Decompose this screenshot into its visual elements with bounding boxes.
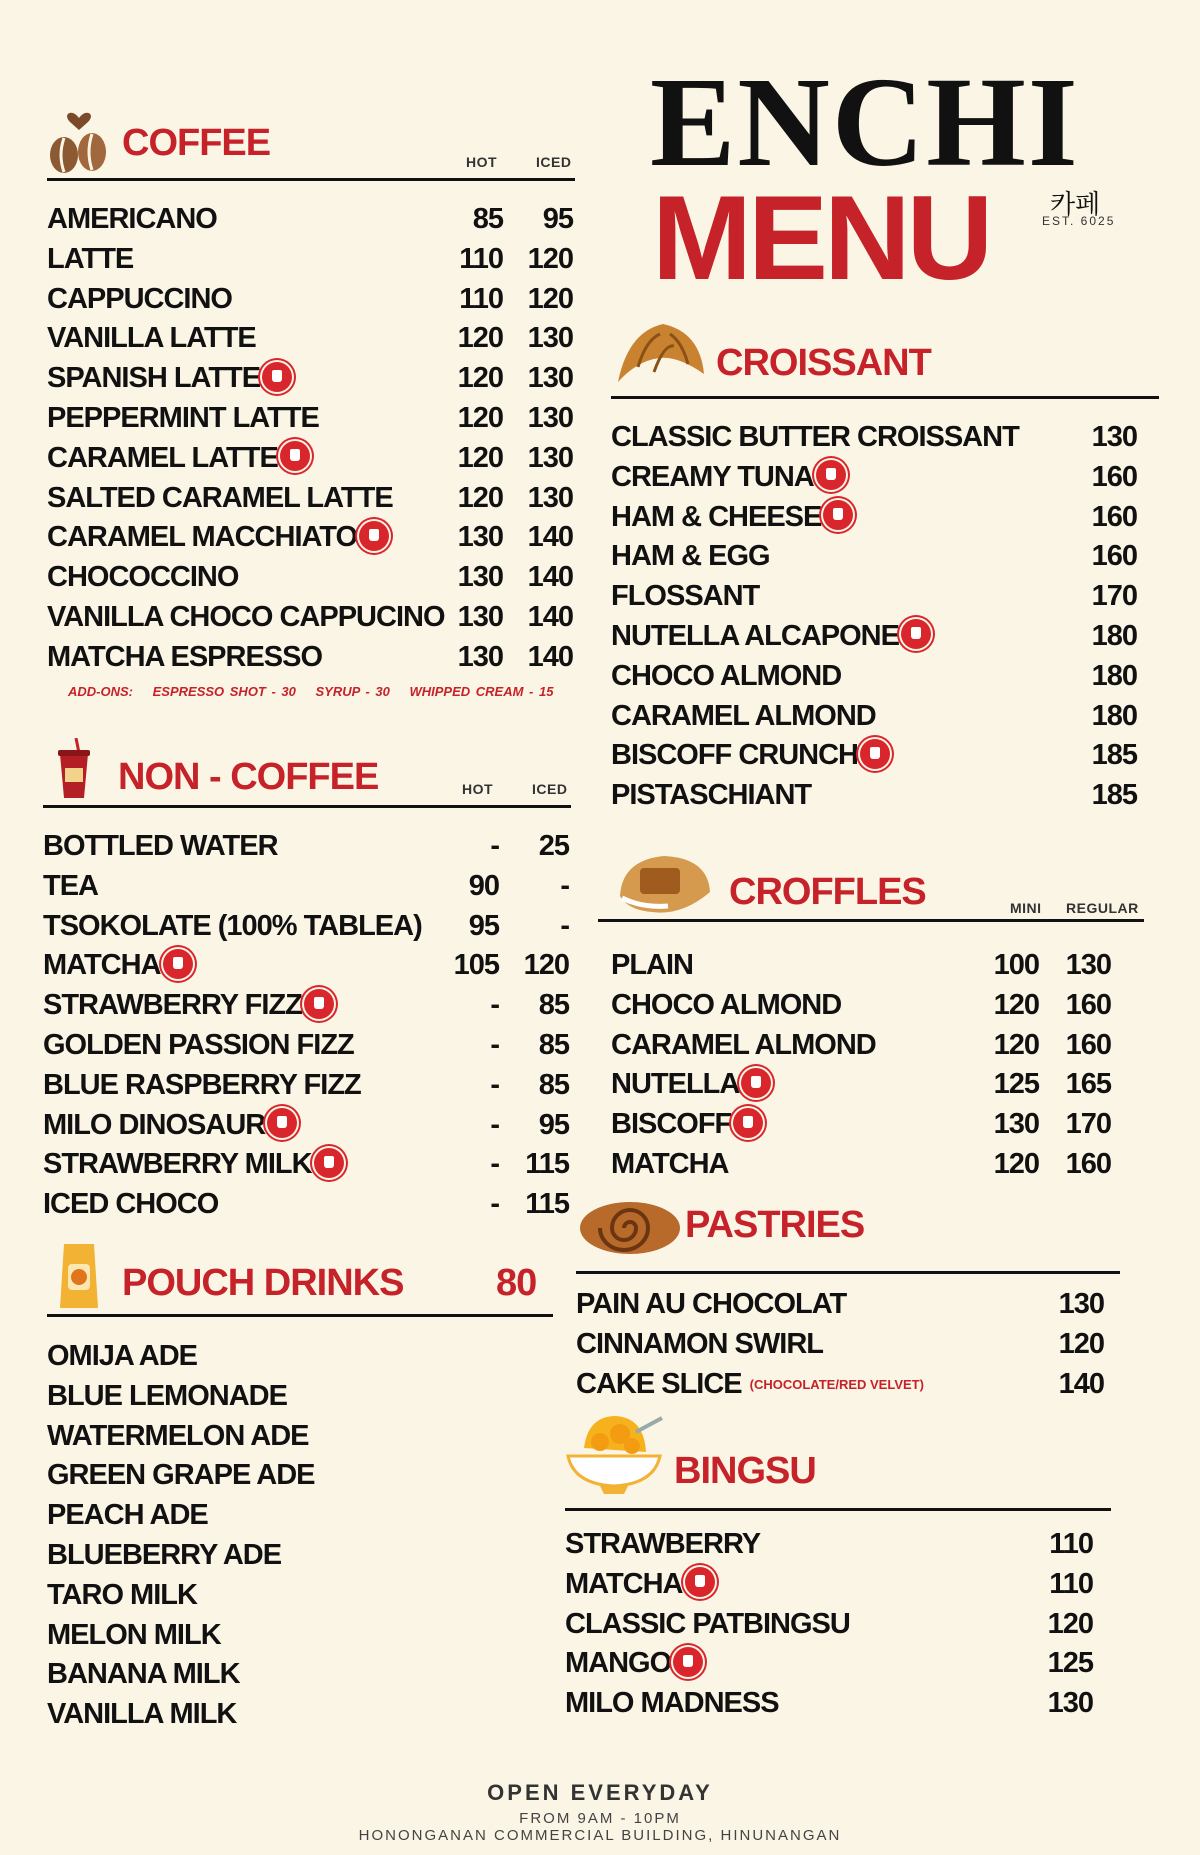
- coffee-item-name-text: AMERICANO: [47, 203, 217, 235]
- croffles-item-name-text: BISCOFF: [611, 1108, 732, 1141]
- noncoffee-hot-header: HOT: [462, 781, 494, 797]
- noncoffee-item: [43, 1184, 571, 1224]
- croissant-item-name: [611, 536, 770, 576]
- bingsu-item-name-text: MATCHA: [565, 1567, 683, 1600]
- coffee-item: [47, 557, 575, 597]
- croissant-item-price: 180: [1091, 699, 1137, 732]
- croffles-item-name-text: CHOCO ALMOND: [611, 988, 842, 1021]
- pouch-price: 80: [496, 1262, 537, 1304]
- croissant-item-name-text: CHOCO ALMOND: [611, 659, 842, 692]
- croissant-item-price: 130: [1091, 421, 1137, 453]
- coffee-hot-header: HOT: [466, 154, 498, 170]
- footer-address: HONONGANAN COMMERCIAL BUILDING, HINUNANGAN: [358, 1827, 842, 1844]
- noncoffee-item-name: [43, 1025, 354, 1065]
- pouch-item-name: [47, 1495, 208, 1535]
- coffee-item-hot: 120: [457, 481, 503, 514]
- coffee-item-name: [47, 637, 322, 677]
- croffles-item: [611, 1025, 1111, 1065]
- pastries-item-name-text: CINNAMON SWIRL: [576, 1327, 823, 1360]
- noncoffee-item-name: [43, 866, 98, 906]
- noncoffee-item-hot: -: [490, 1068, 499, 1101]
- recommended-badge-icon: [816, 460, 846, 490]
- noncoffee-item: [43, 906, 571, 946]
- croissant-title: CROISSANT: [716, 342, 931, 384]
- croffles-item-name-text: CARAMEL ALMOND: [611, 1028, 876, 1061]
- recommended-badge-icon: [901, 619, 931, 649]
- coffee-item: [47, 239, 575, 279]
- pastries-rule: [576, 1271, 1120, 1274]
- croffles-item-name: [611, 1064, 771, 1104]
- noncoffee-item-name: [43, 1144, 344, 1184]
- croffles-item: [611, 1104, 1111, 1144]
- coffee-item-iced: 140: [527, 640, 573, 673]
- coffee-item-name-text: CARAMEL LATTE: [47, 441, 278, 474]
- coffee-item: [47, 318, 575, 358]
- coffee-item-iced: 120: [527, 242, 573, 275]
- croissant-item-price: 185: [1091, 779, 1137, 812]
- coffee-item-name-text: PEPPERMINT LATTE: [47, 402, 319, 434]
- noncoffee-item-name: [43, 1184, 218, 1224]
- coffee-item-iced: 120: [527, 282, 573, 315]
- croffles-item-regular: 170: [1065, 1108, 1111, 1141]
- pouch-item-name: [47, 1654, 240, 1694]
- bingsu-item-price: 130: [1047, 1687, 1093, 1720]
- pouch-item-name: [47, 1376, 287, 1416]
- pouch-item-name-text: BLUE LEMONADE: [47, 1379, 287, 1412]
- pouch-item: [47, 1694, 547, 1734]
- coffee-item-name-text: CARAMEL MACCHIATO: [47, 521, 358, 554]
- croffles-item-regular: 130: [1065, 949, 1111, 981]
- croffles-item-name: [611, 1144, 729, 1184]
- croffles-item-mini: 120: [993, 1148, 1039, 1180]
- croffles-item-name: [611, 985, 841, 1025]
- recommended-badge-icon: [860, 739, 890, 769]
- coffee-item: [47, 358, 575, 398]
- coffee-item-iced: 140: [527, 521, 573, 554]
- croissant-item-name: [611, 417, 1019, 457]
- noncoffee-item-iced: 115: [525, 1148, 569, 1181]
- croissant-item-name: [611, 616, 931, 656]
- recommended-badge-icon: [733, 1108, 763, 1138]
- noncoffee-item-name-text: TEA: [43, 869, 98, 902]
- addon-espresso: ESPRESSO SHOT - 30: [152, 684, 296, 699]
- croissant-item: [611, 457, 1139, 497]
- coffee-item-name: [47, 597, 445, 637]
- pastries-item-name-text: CAKE SLICE: [576, 1367, 742, 1400]
- pastries-item-note: (CHOCOLATE/RED VELVET): [749, 1376, 924, 1392]
- coffee-item-name-text: MATCHA ESPRESSO: [47, 640, 323, 673]
- pouch-item: [47, 1416, 547, 1456]
- croffle-icon: [612, 846, 716, 918]
- coffee-item-iced: 140: [527, 561, 573, 594]
- pouch-item-name: [47, 1455, 315, 1495]
- croffles-item-regular: 165: [1065, 1068, 1111, 1101]
- croissant-item-name-text: HAM & CHEESE: [611, 500, 822, 533]
- coffee-item-name: [47, 478, 393, 518]
- pastries-item-price: 140: [1058, 1367, 1104, 1400]
- pouch-item-name-text: MELON MILK: [47, 1618, 221, 1651]
- noncoffee-item: [43, 945, 571, 985]
- cinnamon-roll-icon: [575, 1190, 685, 1260]
- noncoffee-item-iced: 115: [525, 1188, 569, 1221]
- croffles-item: [611, 1064, 1111, 1104]
- noncoffee-item-iced: 95: [538, 1108, 569, 1141]
- pouch-item: [47, 1535, 547, 1575]
- croffles-item-regular: 160: [1065, 1148, 1111, 1180]
- recommended-badge-icon: [359, 521, 389, 551]
- croissant-item: [611, 696, 1139, 736]
- pouch-item: [47, 1575, 547, 1615]
- croissant-item-name: [611, 656, 841, 696]
- coffee-item-hot: 120: [457, 322, 503, 355]
- coffee-item-iced: 130: [527, 481, 573, 514]
- noncoffee-item: [43, 1025, 571, 1065]
- bingsu-item-name-text: STRAWBERRY: [565, 1528, 761, 1560]
- bingsu-item-price: 110: [1049, 1567, 1093, 1600]
- croffles-item-name: [611, 1025, 876, 1065]
- croissant-item-name: [611, 775, 811, 815]
- coffee-item-name: [47, 557, 238, 597]
- croffles-item-name-text: NUTELLA: [611, 1068, 740, 1101]
- coffee-item: [47, 398, 575, 438]
- croffles-rule: [598, 919, 1144, 922]
- croissant-item-name-text: CARAMEL ALMOND: [611, 699, 876, 732]
- recommended-badge-icon: [267, 1108, 297, 1138]
- recommended-badge-icon: [314, 1148, 344, 1178]
- coffee-item: [47, 478, 575, 518]
- noncoffee-item-hot: -: [490, 1188, 499, 1221]
- coffee-item-hot: 130: [457, 521, 503, 554]
- noncoffee-item: [43, 1065, 571, 1105]
- pouch-item: [47, 1615, 547, 1655]
- addon-whipped-cream: WHIPPED CREAM - 15: [409, 684, 554, 699]
- croissant-rule: [611, 396, 1159, 399]
- croissant-item-price: 170: [1091, 580, 1137, 613]
- bingsu-item: [565, 1683, 1093, 1723]
- croffles-item-name-text: MATCHA: [611, 1148, 729, 1180]
- coffee-item-hot: 110: [459, 242, 503, 275]
- noncoffee-item-name-text: BLUE RASPBERRY FIZZ: [43, 1068, 361, 1101]
- croffles-item: [611, 1144, 1111, 1184]
- bingsu-item: [565, 1604, 1093, 1644]
- bingsu-item-name: [565, 1604, 850, 1644]
- coffee-item-iced: 140: [527, 601, 573, 633]
- noncoffee-item-hot: -: [490, 989, 499, 1022]
- croissant-item-name: [611, 696, 876, 736]
- coffee-item-name: [47, 438, 310, 478]
- noncoffee-item-hot: -: [490, 1108, 499, 1141]
- croissant-item-price: 160: [1091, 540, 1137, 573]
- bingsu-item-name: [565, 1524, 760, 1564]
- pouch-item-name-text: GREEN GRAPE ADE: [47, 1459, 315, 1492]
- croissant-item-name-text: FLOSSANT: [611, 580, 760, 613]
- bingsu-item: [565, 1564, 1093, 1604]
- croffles-item: [611, 945, 1111, 985]
- croissant-item-name-text: BISCOFF CRUNCH: [611, 739, 858, 772]
- coffee-rule: [47, 178, 575, 181]
- bingsu-title: BINGSU: [674, 1450, 816, 1492]
- coffee-item-name: [47, 239, 133, 279]
- pastries-item-name: [576, 1364, 924, 1405]
- pouch-item-name-text: BLUEBERRY ADE: [47, 1539, 282, 1571]
- pouch-item-name: [47, 1575, 197, 1615]
- recommended-badge-icon: [163, 949, 193, 979]
- croissant-item: [611, 616, 1139, 656]
- coffee-item-hot: 110: [459, 282, 503, 315]
- coffee-item-hot: 120: [457, 402, 503, 434]
- noncoffee-item: [43, 985, 571, 1025]
- recommended-badge-icon: [673, 1647, 703, 1677]
- coffee-item-hot: 130: [457, 640, 503, 673]
- bingsu-item: [565, 1524, 1093, 1564]
- croffles-item: [611, 985, 1111, 1025]
- croffles-item-mini: 120: [993, 1028, 1039, 1061]
- croffles-item-mini: 120: [993, 988, 1039, 1021]
- addons-label: ADD-ONS:: [68, 684, 133, 699]
- noncoffee-item-iced: -: [560, 869, 569, 902]
- croissant-item-price: 185: [1091, 739, 1137, 772]
- footer: [0, 1780, 1200, 1844]
- pouch-item-name: [47, 1694, 236, 1734]
- coffee-item: [47, 517, 575, 557]
- pouch-item-name: [47, 1336, 197, 1376]
- noncoffee-rule: [43, 805, 571, 808]
- croissant-icon: [608, 312, 708, 392]
- pouch-title: POUCH DRINKS: [122, 1262, 404, 1304]
- recommended-badge-icon: [685, 1567, 715, 1597]
- noncoffee-item-name-text: MATCHA: [43, 949, 161, 982]
- croffles-regular-header: REGULAR: [1066, 900, 1139, 916]
- noncoffee-item-iced: 85: [538, 989, 569, 1022]
- pastries-title: PASTRIES: [685, 1204, 865, 1246]
- noncoffee-title: NON - COFFEE: [118, 756, 379, 798]
- coffee-item-iced: 95: [542, 203, 573, 235]
- noncoffee-item-name-text: TSOKOLATE (100% TABLEA): [43, 909, 422, 942]
- brand-name: ENCHI: [650, 51, 1080, 193]
- pouch-item: [47, 1376, 547, 1416]
- bingsu-item-name: [565, 1643, 703, 1683]
- croffles-item-mini: 125: [993, 1068, 1039, 1101]
- coffee-item: [47, 637, 575, 677]
- noncoffee-item-iced: 25: [538, 830, 569, 862]
- footer-open: OPEN EVERYDAY: [487, 1780, 713, 1805]
- pouch-item-name-text: WATERMELON ADE: [47, 1419, 309, 1452]
- croffles-title: CROFFLES: [729, 871, 926, 913]
- noncoffee-item-name: [43, 1105, 297, 1145]
- noncoffee-item-name-text: ICED CHOCO: [43, 1188, 219, 1221]
- pouch-item-name: [47, 1535, 281, 1575]
- noncoffee-item-iced: 85: [538, 1029, 569, 1061]
- addon-syrup: SYRUP - 30: [315, 684, 390, 699]
- bingsu-item-name-text: CLASSIC PATBINGSU: [565, 1607, 850, 1640]
- pouch-item: [47, 1654, 547, 1694]
- bingsu-item-price: 110: [1049, 1528, 1093, 1560]
- pastries-item-name: [576, 1324, 823, 1364]
- bingsu-item-name-text: MILO MADNESS: [565, 1687, 779, 1720]
- coffee-item: [47, 597, 575, 637]
- pouch-item-name: [47, 1615, 221, 1655]
- bingsu-item-name-text: MANGO: [565, 1647, 672, 1680]
- recommended-badge-icon: [823, 500, 853, 530]
- croissant-item-name: [611, 497, 853, 537]
- bingsu-item-price: 125: [1047, 1647, 1093, 1680]
- croissant-item: [611, 536, 1139, 576]
- croffles-item-regular: 160: [1065, 988, 1111, 1021]
- pastries-item: [576, 1364, 1104, 1404]
- noncoffee-iced-header: ICED: [532, 781, 568, 797]
- pastries-item: [576, 1284, 1104, 1324]
- coffee-item-hot: 130: [457, 601, 503, 633]
- croissant-item-name-text: HAM & EGG: [611, 540, 770, 573]
- croissant-item: [611, 775, 1139, 815]
- noncoffee-item-iced: 120: [523, 949, 569, 982]
- coffee-item-iced: 130: [527, 322, 573, 355]
- noncoffee-item-name-text: STRAWBERRY MILK: [43, 1148, 312, 1181]
- croffles-item-regular: 160: [1065, 1028, 1111, 1061]
- coffee-item-hot: 120: [457, 362, 503, 395]
- bingsu-item-price: 120: [1047, 1607, 1093, 1640]
- noncoffee-item: [43, 866, 571, 906]
- coffee-item: [47, 279, 575, 319]
- pastries-item-name: [576, 1284, 846, 1324]
- recommended-badge-icon: [262, 362, 292, 392]
- noncoffee-item: [43, 1144, 571, 1184]
- coffee-item-name: [47, 279, 232, 319]
- coffee-beans-icon: [44, 100, 114, 175]
- pouch-item-name-text: VANILLA MILK: [47, 1698, 237, 1731]
- menu-heading: MENU: [652, 171, 990, 305]
- noncoffee-item-hot: 95: [468, 909, 499, 942]
- coffee-item-name: [47, 517, 389, 557]
- noncoffee-item-name-text: MILO DINOSAUR: [43, 1108, 266, 1141]
- pouch-item: [47, 1336, 547, 1376]
- croffles-item-name: [611, 945, 693, 985]
- croissant-item: [611, 735, 1139, 775]
- noncoffee-item-name: [43, 945, 193, 985]
- recommended-badge-icon: [304, 989, 334, 1019]
- noncoffee-item: [43, 1105, 571, 1145]
- croissant-item-name-text: CLASSIC BUTTER CROISSANT: [611, 421, 1019, 453]
- bingsu-item-name: [565, 1683, 779, 1723]
- noncoffee-item-hot: -: [490, 1148, 499, 1181]
- coffee-item-name-text: VANILLA CHOCO CAPPUCINO: [47, 601, 445, 633]
- coffee-title: COFFEE: [122, 122, 271, 164]
- croffles-item-name-text: PLAIN: [611, 949, 693, 981]
- coffee-item-name-text: SPANISH LATTE: [47, 362, 261, 395]
- noncoffee-item-iced: 85: [538, 1068, 569, 1101]
- noncoffee-item-name: [43, 1065, 361, 1105]
- noncoffee-item: [43, 826, 571, 866]
- noncoffee-item-name-text: BOTTLED WATER: [43, 830, 278, 862]
- pastries-item-price: 120: [1058, 1327, 1104, 1360]
- croissant-item: [611, 417, 1139, 457]
- noncoffee-item-name: [43, 906, 422, 946]
- noncoffee-item-name-text: STRAWBERRY FIZZ: [43, 989, 302, 1022]
- croissant-item-price: 180: [1091, 620, 1137, 652]
- noncoffee-item-hot: -: [490, 1029, 499, 1061]
- croissant-item: [611, 497, 1139, 537]
- croissant-item-name-text: NUTELLA ALCAPONE: [611, 620, 899, 652]
- brand-est: EST. 6025: [1042, 214, 1116, 228]
- noncoffee-item-hot: 90: [468, 869, 499, 902]
- bingsu-icon: [564, 1412, 664, 1496]
- pouch-item-name-text: OMIJA ADE: [47, 1340, 197, 1372]
- pouch-item-name-text: BANANA MILK: [47, 1658, 240, 1691]
- bingsu-rule: [565, 1508, 1111, 1511]
- recommended-badge-icon: [280, 441, 310, 471]
- bingsu-item: [565, 1643, 1093, 1683]
- coffee-item: [47, 438, 575, 478]
- coffee-item-name-text: CAPPUCCINO: [47, 282, 232, 315]
- coffee-item-name-text: CHOCOCCINO: [47, 561, 239, 594]
- pouch-item-name-text: TARO MILK: [47, 1578, 197, 1611]
- coffee-item: [47, 199, 575, 239]
- croissant-item-name-text: PISTASCHIANT: [611, 779, 812, 812]
- pouch-item: [47, 1495, 547, 1535]
- croissant-item-name: [611, 457, 846, 497]
- noncoffee-item-iced: -: [560, 909, 569, 942]
- coffee-item-hot: 85: [472, 203, 503, 235]
- pastries-item-price: 130: [1058, 1288, 1104, 1320]
- juice-pouch-icon: [56, 1240, 102, 1312]
- coffee-item-name-text: VANILLA LATTE: [47, 322, 256, 355]
- coffee-item-iced: 130: [527, 441, 573, 474]
- pouch-rule: [47, 1314, 553, 1317]
- coffee-addons: [68, 684, 567, 699]
- brand-korean: 카페: [1050, 189, 1101, 219]
- coffee-item-name-text: LATTE: [47, 242, 134, 275]
- croffles-item-name: [611, 1104, 763, 1144]
- bingsu-item-name: [565, 1564, 715, 1604]
- coffee-item-name: [47, 318, 256, 358]
- coffee-item-iced: 130: [527, 402, 573, 434]
- noncoffee-item-name-text: GOLDEN PASSION FIZZ: [43, 1029, 354, 1061]
- soda-cup-icon: [54, 738, 94, 800]
- croissant-item-price: 160: [1091, 460, 1137, 493]
- coffee-item-hot: 130: [457, 561, 503, 594]
- noncoffee-item-hot: -: [490, 830, 499, 862]
- noncoffee-item-hot: 105: [453, 949, 499, 982]
- croissant-item-name: [611, 576, 759, 616]
- croissant-item: [611, 656, 1139, 696]
- croissant-item: [611, 576, 1139, 616]
- coffee-item-name: [47, 398, 319, 438]
- footer-hours: FROM 9AM - 10PM: [519, 1810, 681, 1827]
- croffles-item-mini: 130: [993, 1108, 1039, 1141]
- pouch-item: [47, 1455, 547, 1495]
- coffee-iced-header: ICED: [536, 154, 572, 170]
- croissant-item-name-text: CREAMY TUNA: [611, 460, 814, 493]
- coffee-item-name: [47, 358, 292, 398]
- croffles-item-mini: 100: [993, 949, 1039, 981]
- croffles-mini-header: MINI: [1010, 900, 1042, 916]
- croissant-item-name: [611, 735, 890, 775]
- pastries-item-name-text: PAIN AU CHOCOLAT: [576, 1288, 847, 1320]
- recommended-badge-icon: [741, 1068, 771, 1098]
- pouch-item-name-text: PEACH ADE: [47, 1499, 208, 1532]
- noncoffee-item-name: [43, 826, 278, 866]
- coffee-item-hot: 120: [457, 441, 503, 474]
- pastries-item: [576, 1324, 1104, 1364]
- pouch-item-name: [47, 1416, 309, 1456]
- coffee-item-iced: 130: [527, 362, 573, 395]
- coffee-item-name: [47, 199, 217, 239]
- croissant-item-price: 160: [1091, 500, 1137, 533]
- croissant-item-price: 180: [1091, 659, 1137, 692]
- noncoffee-item-name: [43, 985, 334, 1025]
- coffee-item-name-text: SALTED CARAMEL LATTE: [47, 481, 393, 514]
